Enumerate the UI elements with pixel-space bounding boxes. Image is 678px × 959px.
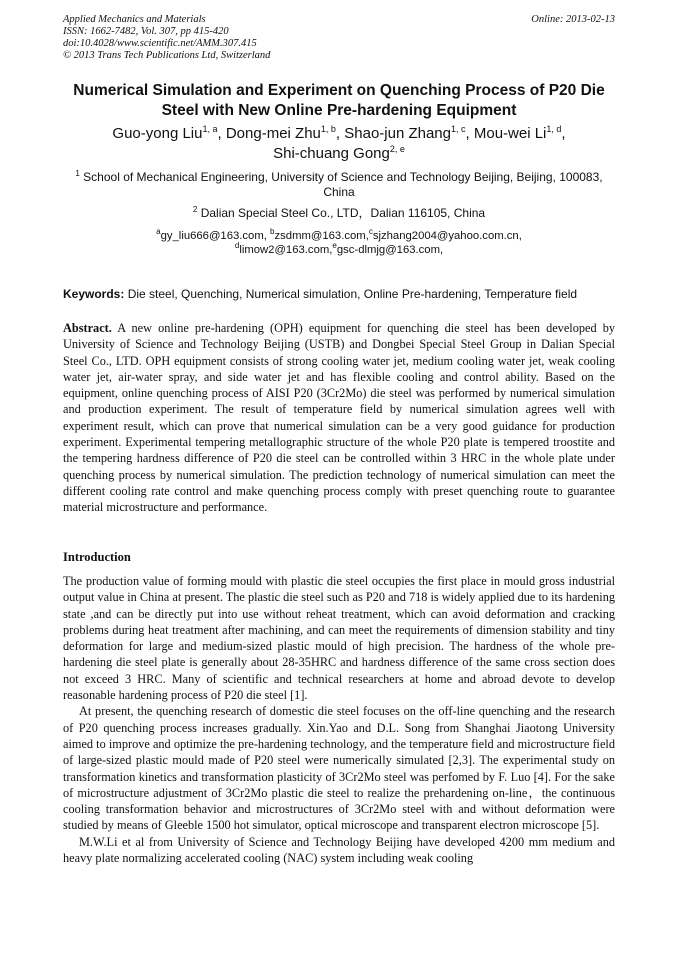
email-list (63, 229, 615, 257)
keywords-text: Die steel, Quenching, Numerical simulation, Online Pre-hardening, Temperature field (124, 287, 578, 301)
keywords (63, 287, 615, 302)
affiliation-2: $^2$ Dalian Special Steel Co., LTD，Dalian 116105, China (192, 205, 486, 220)
email[interactable]: $^c$sjzhang2004@yahoo.com.cn, (368, 227, 522, 242)
author: Shao-jun Zhang$^{1, c}$, (344, 124, 474, 142)
abstract-text: A new online pre-hardening (OPH) equipment for quenching die steel has been developed by University of Science and Technology Beijing (USTB) and Dongbei Special Steel Group in Dalian Special Steel Co., LTD. OPH equipment consists of strong cooling water jet, medium cooling water jet, weak cooling water jet, air-water spray, and side water jet and has flexible cooling and control ability. Based on the equipment, online quenching process of AISI P20 (3Cr2Mo) die steel was performed by numerical simulation and production experiment. The result of temperature field by numerical simulation agrees well with experiment result, which can prove that numerical simulation can be a very good guidance for production experiment. Experimental tempering metallographic structure of the whole P20 plate is tempered troostite and the tempering hardness difference of P20 die steel can be controlled within 3 HRC in the whole plate under quenching process by numerical simulation. The prediction technology of numerical simulation can meet the different cooling rate control and make quenching process comply with preset quenching route to guarantee material microstructure and performance. (63, 321, 615, 515)
section-heading-introduction: Introduction (63, 550, 131, 564)
author: Shi-chuang Gong$^{2, e}$ (273, 144, 405, 162)
title-line-2: Steel with New Online Pre-hardening Equipment (161, 102, 517, 119)
title-line-1: Numerical Simulation and Experiment on Quenching Process of P20 Die (73, 82, 605, 99)
journal-name: Applied Mechanics and Materials (63, 14, 206, 25)
email[interactable]: $^d$limow2@163.com, (234, 241, 333, 256)
author: Dong-mei Zhu$^{1, b}$, (225, 124, 345, 142)
journal-header (63, 14, 270, 62)
online-date: Online: 2013-02-13 (531, 14, 615, 25)
doi-line[interactable]: doi:10.4028/www.scientific.net/AMM.307.415 (63, 38, 257, 49)
author-list (63, 124, 615, 164)
paragraph: The production value of forming mould with plastic die steel occupies the first place in mould gross industrial output value in China at present. The plastic die steel such as P20 and 718 is widely applied due to its hardening state ,and can be directly put into use without reheat treatment, which can avoid deformation and cracking problems during heat treatment after machining, and can meet the requirements of dimension stability and tiny deformation for large and medium-sized plastic mould of high precision. The hardness of the whole pre-hardening die steel plate is generally about 28-35HRC and hardness difference of the same cross section does not exceed 3 HRC. Many of scientific and technical researchers at home and abroad devote to develop reasonable hardening process of P20 die steel [1]. (63, 574, 615, 703)
issn-line: ISSN: 1662-7482, Vol. 307, pp 415-420 (63, 26, 229, 37)
email[interactable]: $^e$gsc-dlmjg@163.com, (332, 241, 444, 256)
abstract-label: Abstract. (63, 321, 112, 335)
abstract (63, 320, 615, 516)
email[interactable]: $^a$gy_liu666@163.com, (156, 227, 271, 242)
author: Mou-wei Li$^{1, d}$, (473, 124, 566, 142)
affiliation-1: $^1$ School of Mechanical Engineering, University of Science and Technology Beijing, Beijing, 100083, China (75, 169, 603, 199)
copyright-line: © 2013 Trans Tech Publications Ltd, Switzerland (63, 50, 271, 61)
keywords-label: Keywords: (63, 287, 125, 301)
introduction-body (63, 573, 615, 866)
paragraph: M.W.Li et al from University of Science and Technology Beijing have developed 4200 mm medium and heavy plate normalizing accelerated cooling (NAC) system including weak cooling (63, 834, 615, 866)
paper-title (63, 81, 615, 121)
paragraph: At present, the quenching research of domestic die steel focuses on the off-line quenching and the research of P20 quenching process increases gradually. Xin.Yao and D.L. Song from Shanghai Jiaotong University aimed to improve and optimize the pre-hardening technology, and the temperature field and microstructure field of large-sized plastic mould made of P20 steel were numerically simulated [2,3]. The experimental study on transformation kinetics and transformation plasticity of 3Cr2Mo steel was perfomed by F. Luo [4]. For the sake of microstructure adjustment of 3Cr2Mo plastic die steel to realize the prehardening on-line，the continuous cooling transformation behavior and microstructures of 3Cr2Mo steel with and without deformation were studied by means of Gleeble 1500 hot simulator, optical microscope and transparent electron microscope [5]. (63, 704, 615, 833)
email[interactable]: $^b$zsdmm@163.com, (270, 227, 369, 242)
author: Guo-yong Liu$^{1, a}$, (112, 124, 226, 142)
